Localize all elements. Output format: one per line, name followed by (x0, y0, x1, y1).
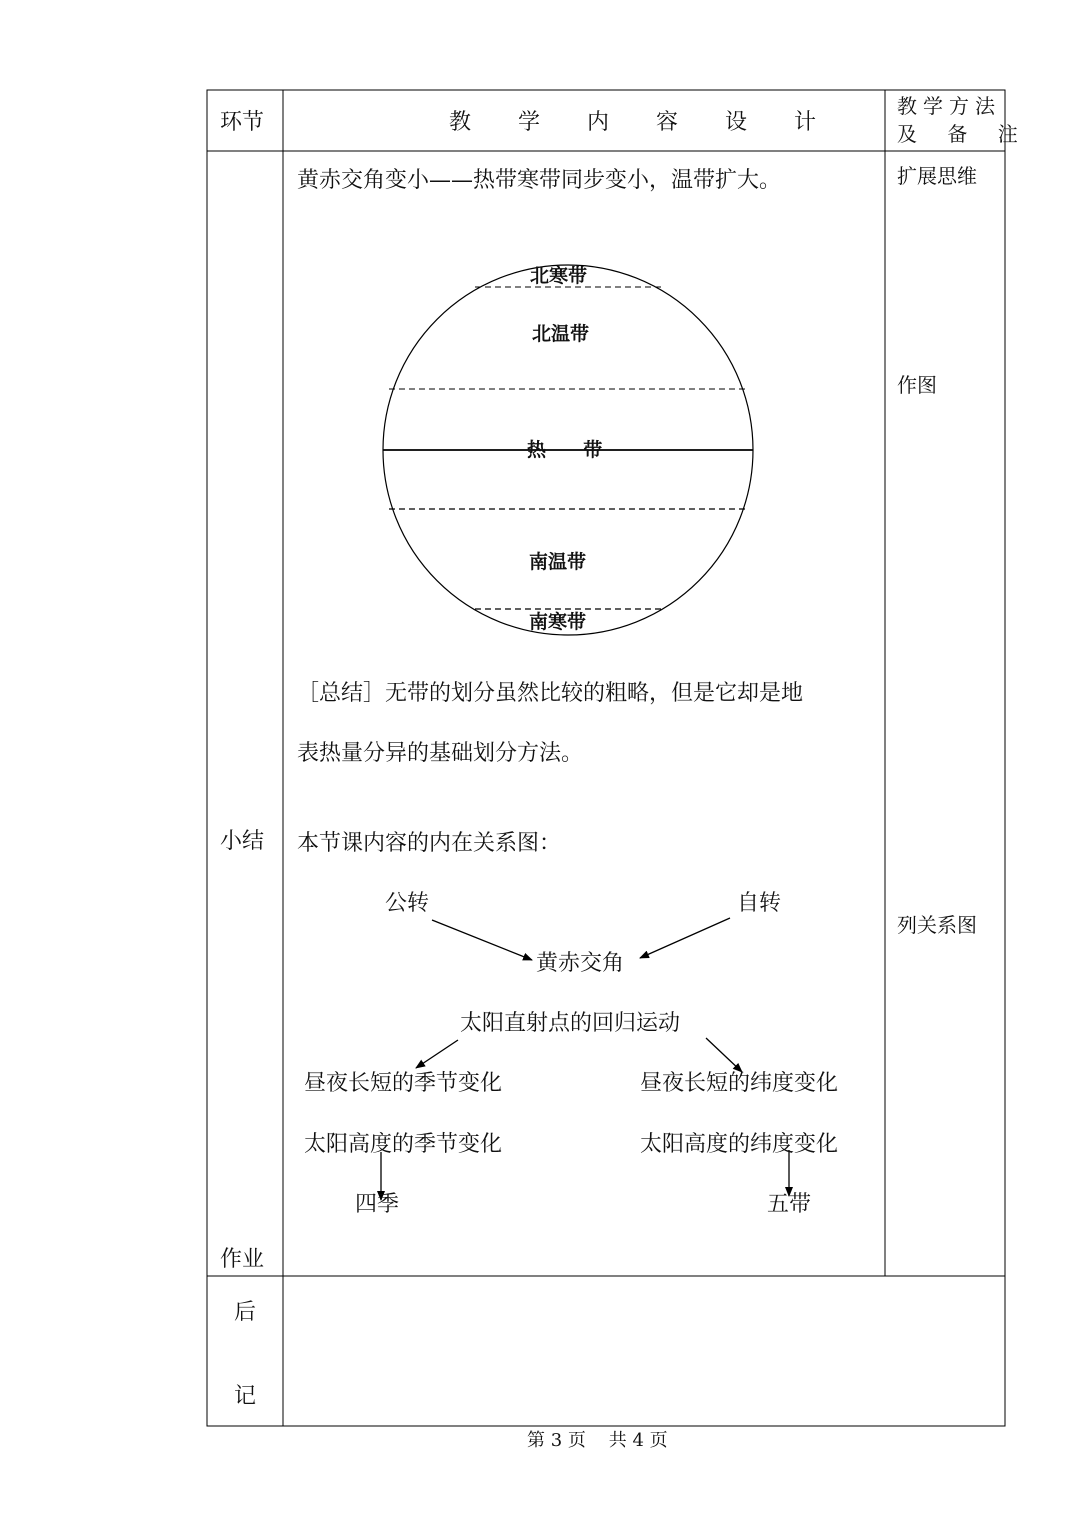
node-obliquity: 黄赤交角 (536, 951, 625, 976)
page-number: 第 3 页 共 4 页 (527, 1430, 668, 1451)
node-four-seasons: 四季 (355, 1192, 400, 1217)
section-label-afterword-2: 记 (234, 1384, 257, 1409)
relation-title: 本节课内容的内在关系图： (297, 831, 562, 856)
note-extended-thinking: 扩展思维 (897, 164, 977, 188)
note-draw-diagram: 作图 (897, 373, 937, 397)
arrow-migration-to-daylength-latitude (706, 1038, 742, 1072)
section-label-homework: 作业 (220, 1247, 265, 1272)
zone-label-south-frigid: 南寒带 (529, 611, 587, 633)
arrow-migration-to-daylength-season (416, 1040, 458, 1068)
header-col-method-line1: 教学方法 (897, 94, 1001, 118)
node-revolution: 公转 (385, 891, 430, 916)
zone-label-north-frigid: 北寒带 (530, 265, 588, 287)
arrow-rotation-to-obliquity (640, 918, 730, 958)
summary-line-1: ［总结］无带的划分虽然比较的粗略，但是它却是地 (297, 681, 804, 706)
node-daylength-season: 昼夜长短的季节变化 (304, 1071, 503, 1096)
node-daylength-latitude: 昼夜长短的纬度变化 (640, 1071, 839, 1096)
zone-label-south-temperate: 南温带 (529, 551, 587, 573)
header-col-content: 教 学 内 容 设 计 (449, 110, 836, 135)
section-label-summary: 小结 (220, 829, 265, 854)
note-relation-chart: 列关系图 (897, 913, 977, 937)
node-five-zones: 五带 (767, 1192, 812, 1217)
header-col-section: 环节 (220, 110, 265, 135)
node-subsolar-migration: 太阳直射点的回归运动 (460, 1011, 681, 1036)
node-sunheight-latitude: 太阳高度的纬度变化 (640, 1132, 839, 1157)
arrow-revolution-to-obliquity (432, 920, 532, 960)
node-rotation: 自转 (737, 891, 782, 916)
section-label-afterword-1: 后 (234, 1300, 257, 1325)
header-col-method-line2: 及 备 注 (897, 122, 1030, 146)
node-sunheight-season: 太阳高度的季节变化 (304, 1132, 503, 1157)
zone-label-north-temperate: 北温带 (532, 323, 590, 345)
intro-text: 黄赤交角变小——热带寒带同步变小，温带扩大。 (297, 168, 782, 193)
zone-label-tropical: 热 带 (527, 439, 611, 461)
summary-line-2: 表热量分异的基础划分方法。 (297, 741, 584, 766)
